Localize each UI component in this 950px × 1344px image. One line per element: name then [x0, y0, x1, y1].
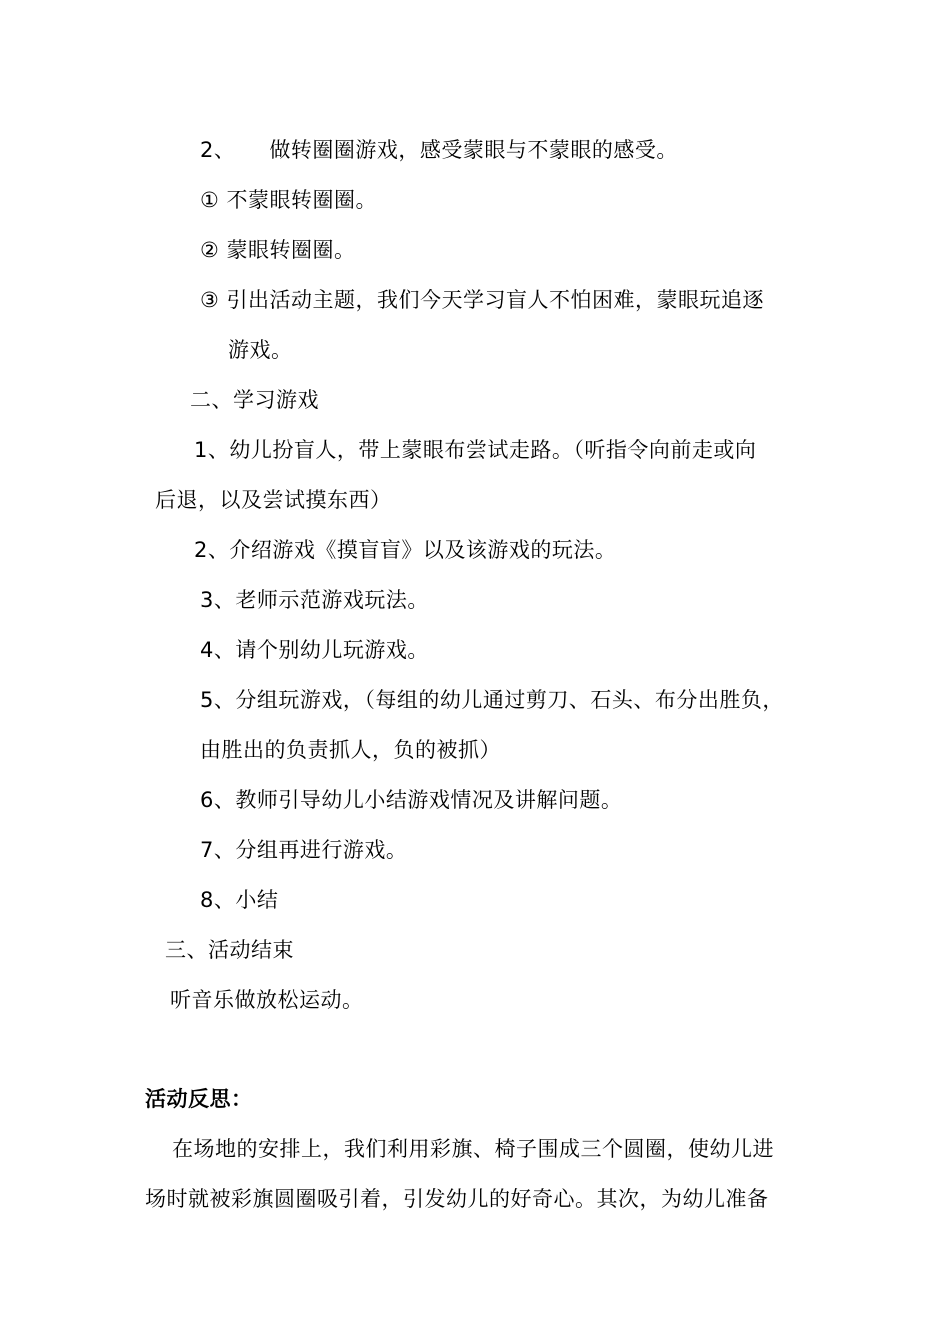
- game-step-8: 8、小结: [200, 888, 279, 912]
- substep-1: ① 不蒙眼转圈圈。: [200, 188, 378, 212]
- game-step-4: 4、请个别幼儿玩游戏。: [200, 638, 429, 662]
- section-3-text: 听音乐做放松运动。: [170, 988, 364, 1012]
- game-step-1-continued: 后退，以及尝试摸东西）: [155, 488, 392, 512]
- game-step-6: 6、教师引导幼儿小结游戏情况及讲解问题。: [200, 788, 623, 812]
- substep-3: ③ 引出活动主题，我们今天学习盲人不怕困难，蒙眼玩追逐: [200, 288, 764, 312]
- game-step-1: 1、幼儿扮盲人，带上蒙眼布尝试走路。（听指令向前走或向: [194, 438, 757, 462]
- step-2-number: 2、: [200, 138, 236, 162]
- section-3-heading: 三、活动结束: [165, 938, 294, 962]
- substep-3-continued: 游戏。: [228, 338, 293, 362]
- substep-2: ② 蒙眼转圈圈。: [200, 238, 356, 262]
- step-2-text: 做转圈圈游戏，感受蒙眼与不蒙眼的感受。: [269, 138, 678, 162]
- section-2-heading: 二、学习游戏: [190, 388, 319, 412]
- game-step-3: 3、老师示范游戏玩法。: [200, 588, 429, 612]
- game-step-5: 5、分组玩游戏，（每组的幼儿通过剪刀、石头、布分出胜负，: [200, 688, 784, 712]
- game-step-2: 2、介绍游戏《摸盲盲》以及该游戏的玩法。: [194, 538, 617, 562]
- reflection-heading: 活动反思：: [145, 1087, 253, 1111]
- game-step-5-continued: 由胜出的负责抓人，负的被抓）: [200, 738, 501, 762]
- step-2-heading: [200, 136, 678, 164]
- reflection-paragraph-line-2: 场时就被彩旗圆圈吸引着，引发幼儿的好奇心。其次，为幼儿准备: [145, 1187, 769, 1211]
- reflection-paragraph-line-1: 在场地的安排上，我们利用彩旗、椅子围成三个圆圈，使幼儿进: [172, 1137, 774, 1161]
- game-step-7: 7、分组再进行游戏。: [200, 838, 408, 862]
